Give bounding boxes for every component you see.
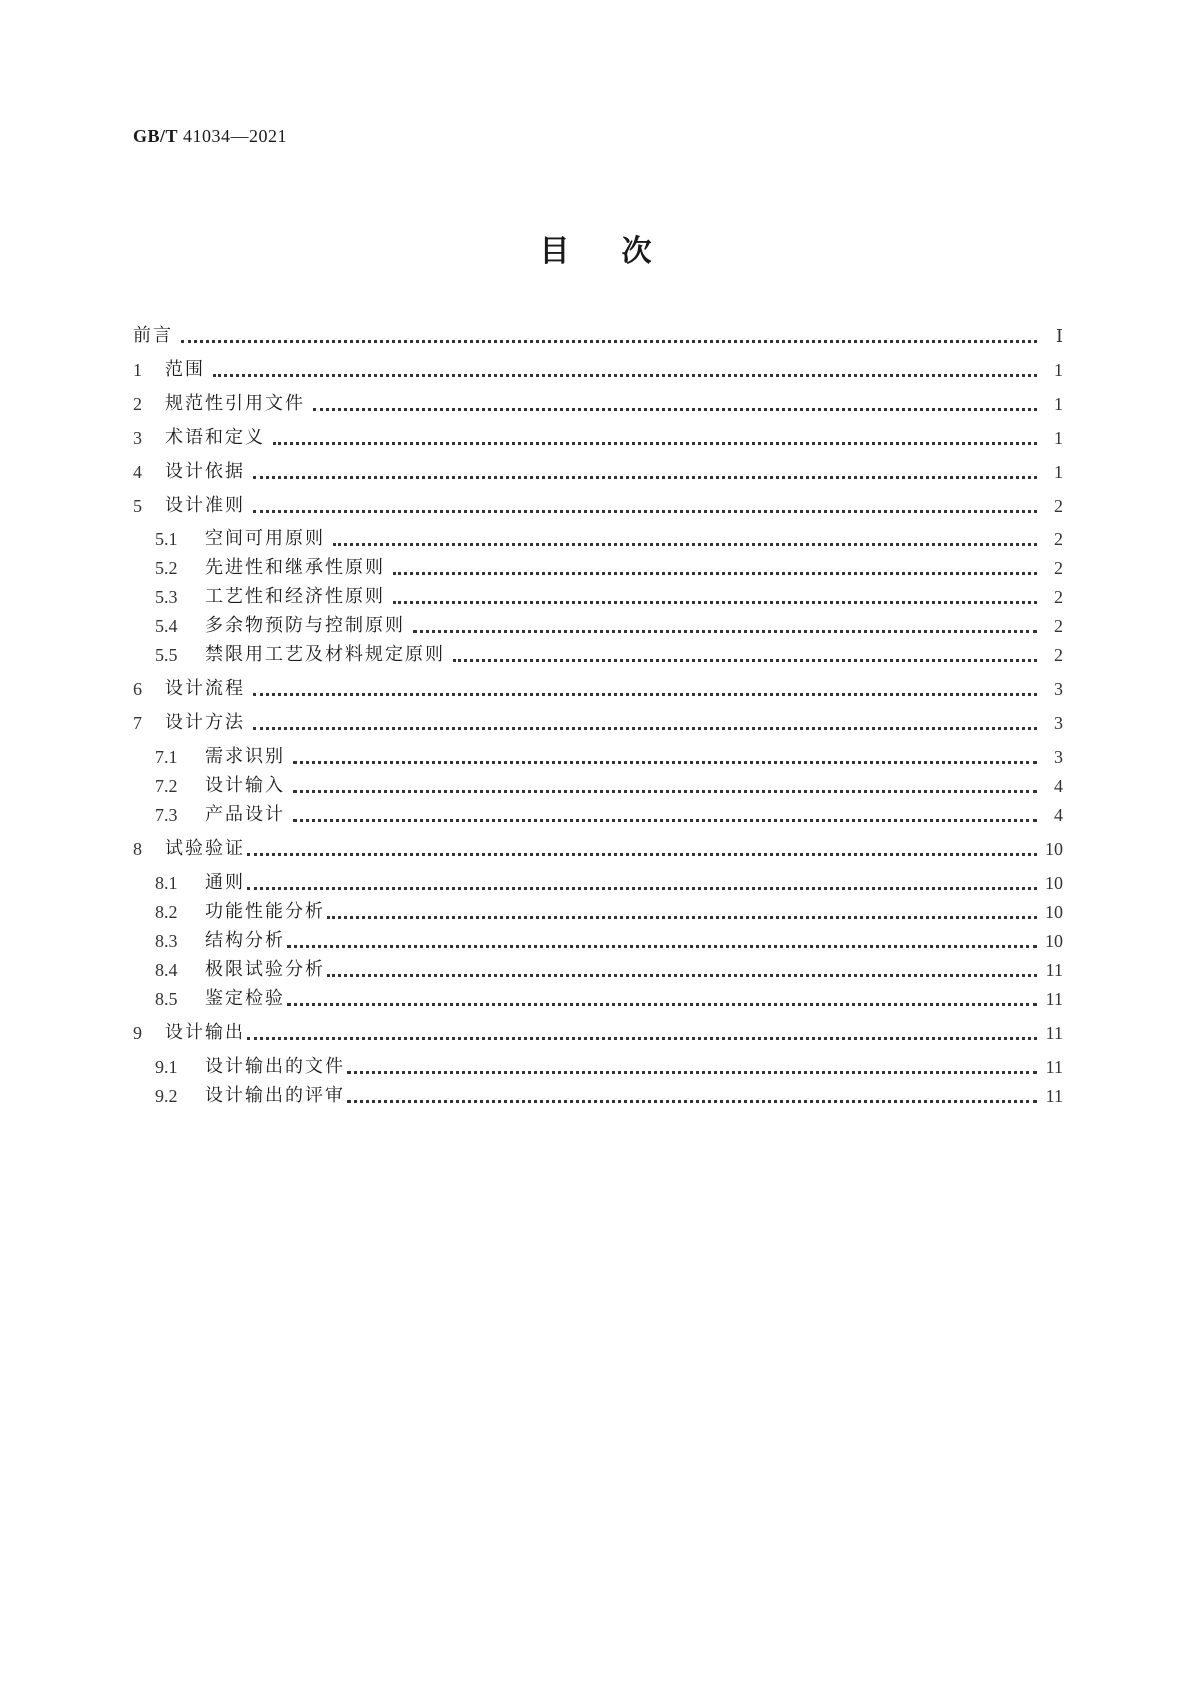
toc-entry-page: 11 bbox=[1045, 989, 1063, 1009]
toc-entry-number: 7.3 bbox=[155, 805, 178, 825]
toc-entry-9-1[interactable] bbox=[155, 1053, 1063, 1079]
toc-entry-9[interactable] bbox=[133, 1019, 1063, 1045]
toc-entry-label: 工艺性和经济性原则 bbox=[205, 586, 385, 607]
toc-dot-leader bbox=[333, 543, 1037, 546]
toc-dot-leader bbox=[253, 510, 1037, 513]
toc-entry-page: 10 bbox=[1045, 873, 1063, 893]
toc-entry-5[interactable] bbox=[133, 492, 1063, 518]
toc-dot-leader bbox=[253, 727, 1037, 730]
toc-entry-label: 鉴定检验 bbox=[205, 988, 285, 1009]
toc-entry-page: 2 bbox=[1054, 529, 1063, 549]
toc-entry-7-3[interactable] bbox=[155, 801, 1063, 827]
toc-dot-leader bbox=[347, 1100, 1037, 1103]
toc-entry-label: 设计输出 bbox=[165, 1022, 245, 1043]
toc-entry-8-3[interactable] bbox=[155, 927, 1063, 953]
toc-entry-number: 9.2 bbox=[155, 1086, 178, 1106]
toc-entry-page: 1 bbox=[1054, 360, 1063, 380]
toc-entry-1[interactable] bbox=[133, 356, 1063, 382]
toc-entry-label: 空间可用原则 bbox=[205, 528, 325, 549]
toc-entry-page: 2 bbox=[1054, 558, 1063, 578]
toc-entry-foreword[interactable] bbox=[133, 322, 1063, 348]
toc-entry-number: 5.5 bbox=[155, 645, 178, 665]
toc-dot-leader bbox=[247, 887, 1037, 890]
toc-entry-label: 极限试验分析 bbox=[205, 959, 325, 980]
toc-entry-page: 1 bbox=[1054, 462, 1063, 482]
toc-entry-number: 2 bbox=[133, 394, 142, 414]
toc-entry-label: 设计准则 bbox=[165, 495, 245, 516]
toc-entry-number: 8.1 bbox=[155, 873, 178, 893]
toc-entry-label: 设计输出的文件 bbox=[205, 1056, 345, 1077]
toc-entry-page: 2 bbox=[1054, 496, 1063, 516]
toc-entry-6[interactable] bbox=[133, 675, 1063, 701]
toc-entry-label: 术语和定义 bbox=[165, 427, 265, 448]
toc-entry-number: 9 bbox=[133, 1023, 142, 1043]
toc-entry-label: 设计依据 bbox=[165, 461, 245, 482]
toc-entry-label: 设计输入 bbox=[205, 775, 285, 796]
toc-entry-5-5[interactable] bbox=[155, 641, 1063, 667]
toc-entry-page: 11 bbox=[1045, 1057, 1063, 1077]
toc-dot-leader bbox=[253, 693, 1037, 696]
toc-entry-8-5[interactable] bbox=[155, 985, 1063, 1011]
toc-entry-number: 8 bbox=[133, 839, 142, 859]
toc-entry-label: 产品设计 bbox=[205, 804, 285, 825]
toc-entry-page: Ⅰ bbox=[1055, 326, 1063, 346]
standard-year: 41034—2021 bbox=[183, 126, 288, 146]
toc-entry-5-4[interactable] bbox=[155, 612, 1063, 638]
toc-dot-leader bbox=[327, 974, 1037, 977]
toc-entry-label: 需求识别 bbox=[205, 746, 285, 767]
toc-entry-page: 1 bbox=[1054, 428, 1063, 448]
toc-dot-leader bbox=[247, 853, 1037, 856]
toc-entry-page: 1 bbox=[1054, 394, 1063, 414]
toc-entry-number: 4 bbox=[133, 462, 142, 482]
toc-entry-label: 规范性引用文件 bbox=[165, 393, 305, 414]
standard-code: GB/T bbox=[133, 126, 179, 146]
toc-entry-page: 10 bbox=[1045, 839, 1063, 859]
toc-entry-label: 多余物预防与控制原则 bbox=[205, 615, 405, 636]
toc-entry-number: 7 bbox=[133, 713, 142, 733]
toc-entry-page: 4 bbox=[1054, 805, 1063, 825]
toc-entry-8-4[interactable] bbox=[155, 956, 1063, 982]
toc-dot-leader bbox=[347, 1071, 1037, 1074]
toc-entry-5-3[interactable] bbox=[155, 583, 1063, 609]
toc-entry-page: 2 bbox=[1054, 587, 1063, 607]
toc-entry-page: 10 bbox=[1045, 902, 1063, 922]
toc-entry-label: 设计流程 bbox=[165, 678, 245, 699]
toc-dot-leader bbox=[247, 1037, 1037, 1040]
toc-entry-page: 4 bbox=[1054, 776, 1063, 796]
toc-entry-label: 结构分析 bbox=[205, 930, 285, 951]
toc-entry-number: 5 bbox=[133, 496, 142, 516]
toc-entry-label: 功能性能分析 bbox=[205, 901, 325, 922]
toc-entry-page: 2 bbox=[1054, 645, 1063, 665]
toc-dot-leader bbox=[393, 572, 1037, 575]
toc-entry-7-2[interactable] bbox=[155, 772, 1063, 798]
toc-entry-number: 5.3 bbox=[155, 587, 178, 607]
toc-dot-leader bbox=[453, 659, 1037, 662]
toc-entry-9-2[interactable] bbox=[155, 1082, 1063, 1108]
toc-entry-2[interactable] bbox=[133, 390, 1063, 416]
toc-entry-page: 11 bbox=[1045, 1023, 1063, 1043]
toc-entry-number: 1 bbox=[133, 360, 142, 380]
toc-dot-leader bbox=[293, 761, 1037, 764]
toc-dot-leader bbox=[413, 630, 1037, 633]
toc-dot-leader bbox=[287, 1003, 1037, 1006]
toc-entry-page: 10 bbox=[1045, 931, 1063, 951]
toc-entry-label: 先进性和继承性原则 bbox=[205, 557, 385, 578]
toc-dot-leader bbox=[293, 790, 1037, 793]
page-title: 目次 bbox=[539, 234, 704, 269]
toc-dot-leader bbox=[287, 945, 1037, 948]
toc-entry-page: 11 bbox=[1045, 960, 1063, 980]
toc-dot-leader bbox=[293, 819, 1037, 822]
toc-dot-leader bbox=[181, 340, 1037, 343]
toc-entry-label: 通则 bbox=[205, 872, 245, 893]
standard-number bbox=[133, 126, 287, 147]
toc-entry-number: 3 bbox=[133, 428, 142, 448]
toc-dot-leader bbox=[273, 442, 1037, 445]
toc-entry-page: 11 bbox=[1045, 1086, 1063, 1106]
toc-entry-7-1[interactable] bbox=[155, 743, 1063, 769]
toc-dot-leader bbox=[313, 408, 1037, 411]
toc-dot-leader bbox=[393, 601, 1037, 604]
toc-entry-number: 7.2 bbox=[155, 776, 178, 796]
toc-entry-page: 3 bbox=[1054, 713, 1063, 733]
toc-entry-3[interactable] bbox=[133, 424, 1063, 450]
toc-entry-number: 8.5 bbox=[155, 989, 178, 1009]
toc-entry-label: 禁限用工艺及材料规定原则 bbox=[205, 644, 445, 665]
toc-entry-number: 8.2 bbox=[155, 902, 178, 922]
toc-entry-number: 9.1 bbox=[155, 1057, 178, 1077]
toc-entry-8-2[interactable] bbox=[155, 898, 1063, 924]
toc-entry-label: 试验验证 bbox=[165, 838, 245, 859]
toc-dot-leader bbox=[253, 476, 1037, 479]
toc-entry-4[interactable] bbox=[133, 458, 1063, 484]
toc-dot-leader bbox=[213, 374, 1037, 377]
toc-entry-label: 设计方法 bbox=[165, 712, 245, 733]
toc-entry-page: 3 bbox=[1054, 679, 1063, 699]
toc-entry-number: 8.4 bbox=[155, 960, 178, 980]
toc-entry-number: 5.4 bbox=[155, 616, 178, 636]
toc-entry-label: 前言 bbox=[133, 325, 173, 346]
toc-entry-number: 8.3 bbox=[155, 931, 178, 951]
toc-entry-label: 设计输出的评审 bbox=[205, 1085, 345, 1106]
toc-dot-leader bbox=[327, 916, 1037, 919]
toc-entry-8[interactable] bbox=[133, 835, 1063, 861]
toc-entry-number: 5.1 bbox=[155, 529, 178, 549]
toc-entry-number: 6 bbox=[133, 679, 142, 699]
toc-entry-label: 范围 bbox=[165, 359, 205, 380]
toc-entry-number: 5.2 bbox=[155, 558, 178, 578]
toc-entry-8-1[interactable] bbox=[155, 869, 1063, 895]
toc-entry-5-2[interactable] bbox=[155, 554, 1063, 580]
toc-entry-page: 3 bbox=[1054, 747, 1063, 767]
toc-entry-number: 7.1 bbox=[155, 747, 178, 767]
toc-entry-page: 2 bbox=[1054, 616, 1063, 636]
toc-entry-5-1[interactable] bbox=[155, 525, 1063, 551]
toc-entry-7[interactable] bbox=[133, 709, 1063, 735]
